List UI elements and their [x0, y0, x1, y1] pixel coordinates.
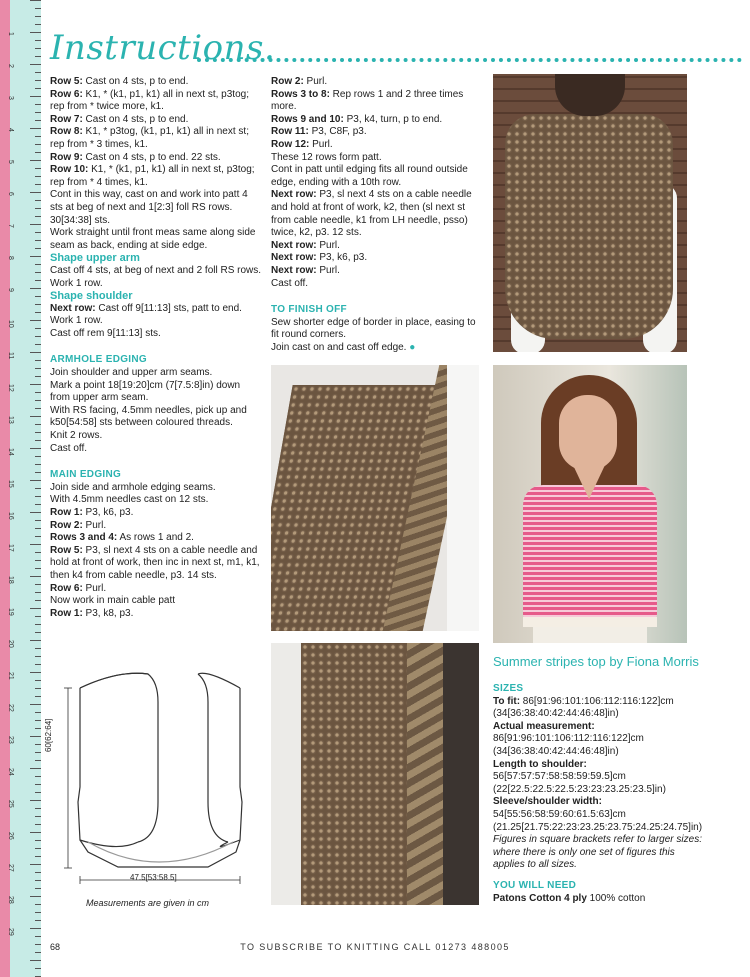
pattern-row-text: Purl. [316, 239, 340, 251]
ruler-number: 27 [7, 864, 14, 872]
ruler-tick [35, 728, 41, 729]
ruler-number: 15 [7, 480, 14, 488]
pattern-row-label: Row 6: [50, 88, 83, 100]
ruler-number: 23 [7, 736, 14, 744]
ruler-tick [35, 664, 41, 665]
ruler-tick [35, 56, 41, 57]
yarn-line [493, 893, 708, 906]
ruler-tick [30, 32, 41, 33]
ruler-tick [35, 496, 41, 497]
ruler-number: 18 [7, 576, 14, 584]
ruler-tick [35, 952, 41, 953]
ruler-tick [35, 872, 41, 873]
pattern-row [50, 89, 262, 114]
main-edging-line [50, 532, 262, 545]
ruler-tick [35, 24, 41, 25]
ruler-number: 25 [7, 800, 14, 808]
ruler-tick [35, 408, 41, 409]
ruler-tick [30, 576, 41, 577]
ruler-tick [35, 720, 41, 721]
ruler-tick [35, 72, 41, 73]
ruler-tick [35, 296, 41, 297]
shoulder-line-text: Cast off rem 9[11:13] sts. [50, 327, 161, 339]
ruler-tick [35, 104, 41, 105]
ruler-tick [35, 184, 41, 185]
main-edging-line [50, 507, 262, 520]
main-edging-heading: MAIN EDGING [50, 469, 122, 481]
pattern-row [271, 89, 483, 114]
upper-arm-text [50, 265, 262, 290]
ruler-tick [35, 456, 41, 457]
diagram-width-label: 47.5[53:58.5] [130, 873, 177, 882]
main-edging-line-text: P3, sl next 4 sts on a cable needle and hold at front of work, then inc in next st, m1, k1, then k4 from cable needle, p3. 14 sts. [50, 544, 260, 581]
ruler-tick [35, 264, 41, 265]
ruler-tick [35, 840, 41, 841]
size-line [493, 721, 708, 734]
main-edging-line-label: Row 1: [50, 607, 83, 619]
ruler-tick [30, 256, 41, 257]
armhole-line: Mark a point 18[19:20]cm (7[7.5:8]in) down from upper arm seam. [50, 379, 241, 404]
main-edging-line-text: With 4.5mm needles cast on 12 sts. [50, 494, 209, 506]
vest-back-photo [493, 74, 687, 352]
main-edging-line [50, 595, 262, 608]
ruler-tick [35, 472, 41, 473]
main-edging-line [50, 545, 262, 583]
pattern-row-text: P3, k6, p3. [316, 252, 368, 264]
finish-line: Sew shorter edge of border in place, easing to fit round corners. [271, 316, 476, 341]
ruler-tick [35, 136, 41, 137]
ruler-tick [30, 544, 41, 545]
ruler-tick [35, 912, 41, 913]
upper-arm-line: Work 1 row. [50, 277, 103, 289]
ruler-tick [35, 344, 41, 345]
ruler-number: 2 [7, 64, 14, 68]
ruler-tick [35, 784, 41, 785]
ruler-tick [35, 760, 41, 761]
pattern-row-text: P3, sl next 4 sts on a cable needle and hold at front of work, k2, then (sl next st from cable needle, k1 from LH needle, psso) twice, k2, p3. 12 sts. [271, 189, 472, 239]
sizes-block [493, 683, 708, 905]
ruler-tick [35, 400, 41, 401]
ruler-tick [35, 808, 41, 809]
pattern-row [271, 114, 483, 127]
ruler-number: 24 [7, 768, 14, 776]
ruler-tick [35, 520, 41, 521]
ruler-number: 17 [7, 544, 14, 552]
pattern-row-label: Next row: [271, 264, 317, 276]
ruler-tick [35, 936, 41, 937]
ruler-tick [35, 744, 41, 745]
diagram-height-label: 60[62:64] [44, 718, 53, 752]
ruler-tick [35, 432, 41, 433]
main-edging-line [50, 608, 262, 621]
ruler-tick [30, 608, 41, 609]
ruler-tick [35, 40, 41, 41]
ruler-tick [35, 688, 41, 689]
main-edging-text [50, 482, 262, 621]
ruler-tick [30, 416, 41, 417]
ruler-number: 26 [7, 832, 14, 840]
ruler-tick [35, 376, 41, 377]
size-line-text: 56[57:57:57:58:58:59:59.5]cm (22[22.5:22.5:22.5:23:23:23.25:23.5]in) [493, 771, 666, 795]
pattern-row-text: Cast off. [271, 277, 309, 289]
ruler-number: 16 [7, 512, 14, 520]
finish-line: Join cast on and cast off edge. ● [271, 341, 416, 353]
shoulder-text [50, 303, 262, 341]
main-edging-line-label: Row 2: [50, 519, 83, 531]
ruler-tick [35, 528, 41, 529]
ruler-tick [30, 320, 41, 321]
ruler-tick [35, 616, 41, 617]
pattern-row [50, 126, 262, 151]
pattern-row [50, 189, 262, 227]
size-line [493, 759, 708, 772]
size-line-text: 86[91:96:101:106:112:116:122]cm (34[36:38:40:42:44:46:48]in) [493, 695, 674, 720]
pattern-row-label: Next row: [271, 252, 317, 264]
ruler-tick [35, 880, 41, 881]
ruler-tick [35, 368, 41, 369]
ruler-tick [30, 896, 41, 897]
ruler-tick [35, 560, 41, 561]
ruler-tick [35, 88, 41, 89]
ruler-tick [30, 736, 41, 737]
ruler-tick [35, 568, 41, 569]
sizes-list [493, 696, 708, 835]
upper-arm-line: Cast off 4 sts, at beg of next and 2 foll RS rows. [50, 264, 262, 276]
shoulder-line [50, 303, 262, 316]
main-edging-line [50, 520, 262, 533]
main-edging-line-text: Purl. [82, 519, 107, 531]
ruler-number: 5 [7, 160, 14, 164]
ruler-tick [35, 424, 41, 425]
shoulder-line-label: Next row: [50, 302, 96, 314]
ruler-tick [35, 8, 41, 9]
ruler-tick [35, 792, 41, 793]
pattern-row-text: K1, * p3tog, (k1, p1, k1) all in next st; rep from * 3 times, k1. [50, 126, 249, 150]
ruler-number: 28 [7, 896, 14, 904]
shoulder-line [50, 315, 262, 328]
shape-shoulder-heading: Shape shoulder [50, 290, 133, 303]
ruler-tick [35, 968, 41, 969]
main-edging-line-text: Now work in main cable patt [50, 595, 176, 607]
ruler-tick [35, 488, 41, 489]
size-line-label: To fit: [493, 695, 521, 707]
shoulder-line-text: Work 1 row. [50, 315, 103, 327]
pattern-row-label: Next row: [271, 239, 317, 251]
col2-rows [271, 76, 483, 290]
ruler-number: 21 [7, 672, 14, 680]
ruler-tick [35, 112, 41, 113]
pattern-row-label: Rows 3 to 8: [271, 88, 330, 100]
page-title: Instructions. [50, 28, 276, 68]
sizes-heading: SIZES [493, 683, 524, 694]
ruler-number: 12 [7, 384, 14, 392]
main-edging-line-label: Row 5: [50, 544, 83, 556]
main-edging-line-label: Rows 3 and 4: [50, 532, 118, 544]
main-edging-line [50, 494, 262, 507]
ruler-tick [35, 200, 41, 201]
ruler-tick [35, 328, 41, 329]
pattern-row-text: These 12 rows form patt. [271, 151, 382, 163]
ruler-tick [35, 312, 41, 313]
main-edging-line-text: Purl. [82, 582, 107, 594]
pattern-row-text: Cont in this way, cast on and work into patt 4 sts at beg of next and 1[2:3] foll RS rows. 30[34:38] sts. [50, 189, 248, 226]
title-dotted-rule [197, 58, 742, 62]
ruler-number: 4 [7, 128, 14, 132]
ruler-number: 20 [7, 640, 14, 648]
ruler-tick [35, 920, 41, 921]
main-edging-line [50, 583, 262, 596]
main-edging-line-label: Row 6: [50, 582, 83, 594]
ruler-tick [35, 240, 41, 241]
you-will-need-heading: YOU WILL NEED [493, 879, 577, 891]
ruler-tick [35, 904, 41, 905]
ruler-tick [35, 680, 41, 681]
size-line-text: 54[55:56:58:59:60:61.5:63]cm (21.25[21.75:22:23:23.25:23.75:24.25:24.75]in) [493, 808, 703, 833]
pattern-row-text: Purl. [309, 138, 333, 150]
ruler-tick [30, 224, 41, 225]
ruler-tick [30, 160, 41, 161]
ruler-tick [35, 232, 41, 233]
ruler-tick [35, 304, 41, 305]
ruler-tick [35, 824, 41, 825]
pattern-row-text: K1, * (k1, p1, k1) all in next st, p3tog; rep from * twice more, k1. [50, 88, 249, 113]
pattern-row-label: Row 7: [50, 113, 83, 125]
pattern-row [271, 152, 483, 165]
ruler-tick [35, 696, 41, 697]
pattern-row-label: Row 2: [271, 76, 304, 87]
ruler-tick [35, 552, 41, 553]
pattern-row-label: Row 12: [271, 138, 310, 150]
ruler-tick [30, 864, 41, 865]
ruler-number: 11 [7, 352, 14, 360]
ruler-tick [30, 512, 41, 513]
end-dot-icon: ● [406, 341, 416, 353]
ruler-tick [35, 856, 41, 857]
pattern-row-label: Next row: [271, 189, 317, 201]
ruler-tick [30, 800, 41, 801]
ruler-tick [35, 440, 41, 441]
pattern-row [50, 152, 262, 165]
ruler-tick [35, 208, 41, 209]
sizes-note: Figures in square brackets refer to larger sizes: where there is only one set of figures this applies to all sizes. [493, 834, 702, 871]
yarn-name: Patons Cotton 4 ply [493, 892, 587, 904]
shape-upper-arm-heading: Shape upper arm [50, 252, 140, 265]
pattern-row [271, 139, 483, 152]
armhole-line: Cast off. [50, 442, 88, 454]
size-line-label: Length to shoulder: [493, 758, 587, 770]
pattern-row-text: Cont in patt until edging fits all round outside edge, ending with a 10th row. [271, 164, 468, 188]
ruler-tick [35, 592, 41, 593]
pattern-row-text: Rep rows 1 and 2 three times more. [271, 88, 464, 113]
pattern-row [50, 227, 262, 252]
ruler-number: 7 [7, 224, 14, 228]
ruler-tick [30, 384, 41, 385]
size-line-label: Actual measurement: [493, 720, 595, 732]
pattern-row-text: Work straight until front meas same along side seam as back, ending at side edge. [50, 227, 256, 251]
pattern-row-label: Row 11: [271, 126, 309, 138]
armhole-edging-heading: ARMHOLE EDGING [50, 354, 147, 366]
ruler-tick [35, 16, 41, 17]
pattern-row [50, 164, 262, 189]
pattern-row-text: P3, k4, turn, p to end. [343, 113, 443, 125]
ruler-tick [30, 288, 41, 289]
ruler-tick [30, 0, 41, 1]
ruler-tick [35, 848, 41, 849]
ruler-tick [35, 80, 41, 81]
armhole-line: With RS facing, 4.5mm needles, pick up and k50[54:58] sts between coloured threads. [50, 404, 247, 429]
armhole-edging-text [50, 367, 262, 455]
ruler-tick [35, 360, 41, 361]
ruler-number: 14 [7, 448, 14, 456]
finish-off-text [271, 317, 483, 355]
ruler-number: 19 [7, 608, 14, 616]
ruler-number: 8 [7, 256, 14, 260]
ruler-number: 3 [7, 96, 14, 100]
pattern-row-label: Row 9: [50, 151, 83, 163]
armhole-line: Knit 2 rows. [50, 430, 103, 442]
size-line [493, 771, 708, 796]
ruler-tick [35, 336, 41, 337]
column-2 [271, 76, 483, 354]
pattern-row [271, 278, 483, 291]
ruler-tick [30, 480, 41, 481]
ruler-tick [30, 768, 41, 769]
pattern-row-text: Cast on 4 sts, p to end. [82, 76, 189, 87]
ruler-tick [35, 888, 41, 889]
main-edging-line-label: Row 1: [50, 507, 83, 518]
pattern-row [271, 164, 483, 189]
ruler-tick [35, 712, 41, 713]
pattern-row-text: Cast on 4 sts, p to end. 22 sts. [82, 151, 221, 163]
ruler-tick [35, 248, 41, 249]
size-line-label: Sleeve/shoulder width: [493, 796, 602, 808]
pattern-row [271, 265, 483, 278]
pattern-row [50, 76, 262, 89]
ruler-number: 6 [7, 192, 14, 196]
pattern-row [271, 189, 483, 239]
ruler-tick [35, 504, 41, 505]
moss-stitch-closeup-photo [271, 365, 479, 631]
ruler-pink-strip [0, 0, 10, 977]
ruler-tick [30, 704, 41, 705]
ruler-number: 1 [7, 32, 14, 36]
ruler-tick [30, 352, 41, 353]
diagram-note: Measurements are given in cm [86, 898, 210, 908]
ruler-tick [35, 752, 41, 753]
ruler-tick [30, 640, 41, 641]
ruler-number: 22 [7, 704, 14, 712]
ruler-tick [35, 280, 41, 281]
ruler-tick [30, 64, 41, 65]
ruler-tick [30, 96, 41, 97]
main-edging-line-text: As rows 1 and 2. [117, 532, 194, 544]
ruler-tick [35, 584, 41, 585]
pattern-row [271, 252, 483, 265]
size-line [493, 733, 708, 758]
ruler-tick [35, 632, 41, 633]
ruler-tick [35, 152, 41, 153]
main-edging-line-text: Join side and armhole edging seams. [50, 481, 216, 493]
pattern-row-text: Purl. [303, 76, 328, 87]
ruler-tick [35, 144, 41, 145]
ruler-tick [35, 816, 41, 817]
ruler-tick [30, 192, 41, 193]
ruler-tick [30, 448, 41, 449]
ruler-tick [30, 928, 41, 929]
main-edging-line-text: P3, k8, p3. [82, 607, 134, 619]
ruler-tick [35, 216, 41, 217]
ruler-tick [35, 776, 41, 777]
ruler-tick [35, 600, 41, 601]
pattern-row-label: Row 10: [50, 164, 89, 176]
pattern-row-label: Row 5: [50, 76, 83, 87]
pattern-row-label: Row 8: [50, 126, 83, 138]
summer-stripes-caption: Summer stripes top by Fiona Morris [493, 654, 699, 669]
finish-off-heading: TO FINISH OFF [271, 304, 347, 316]
size-line [493, 696, 708, 721]
ruler-number: 13 [7, 416, 14, 424]
ruler-tick [35, 48, 41, 49]
ruler-tick [35, 536, 41, 537]
pattern-row-text: Purl. [316, 264, 340, 276]
column-1 [50, 76, 262, 620]
cable-edging-closeup-photo [271, 643, 479, 905]
ruler-tick [35, 120, 41, 121]
main-edging-line-text: P3, k6, p3. [82, 507, 134, 518]
ruler-tick [35, 624, 41, 625]
ruler-tick [35, 464, 41, 465]
pattern-row [271, 240, 483, 253]
ruler-tick [30, 128, 41, 129]
col1-rows [50, 76, 262, 252]
yarn-detail: 100% cotton [586, 892, 646, 904]
pattern-row [271, 126, 483, 139]
armhole-line: Join shoulder and upper arm seams. [50, 367, 213, 379]
page-number: 68 [50, 942, 61, 952]
size-line [493, 796, 708, 809]
ruler-tick [35, 168, 41, 169]
ruler-tick [35, 272, 41, 273]
main-edging-line [50, 482, 262, 495]
footer-subscribe: TO SUBSCRIBE TO KNITTING CALL 01273 488005 [240, 942, 510, 952]
summer-stripes-photo [493, 365, 687, 643]
size-line-text: 86[91:96:101:106:112:116:122]cm (34[36:38:40:42:44:46:48]in) [493, 733, 644, 757]
ruler-tick [30, 960, 41, 961]
ruler-number: 9 [7, 288, 14, 292]
ruler-tick [30, 672, 41, 673]
ruler-tick [35, 392, 41, 393]
ruler-number: 29 [7, 928, 14, 936]
pattern-row-text: P3, C8F, p3. [308, 126, 367, 138]
pattern-row-text: K1, * (k1, p1, k1) all in next st, p3tog; rep from * 4 times, k1. [50, 164, 255, 188]
pattern-row-label: Rows 9 and 10: [271, 113, 344, 125]
ruler-number: 10 [7, 320, 14, 328]
ruler-tick [35, 648, 41, 649]
shoulder-line-text: Cast off 9[11:13] sts, patt to end. [95, 302, 242, 314]
pattern-row-text: Cast on 4 sts, p to end. [82, 113, 189, 125]
pattern-row [271, 76, 483, 89]
size-line [493, 809, 708, 834]
ruler-tick [35, 176, 41, 177]
pattern-row [50, 114, 262, 127]
shoulder-line [50, 328, 262, 341]
ruler-tick [30, 832, 41, 833]
ruler-tick [35, 656, 41, 657]
